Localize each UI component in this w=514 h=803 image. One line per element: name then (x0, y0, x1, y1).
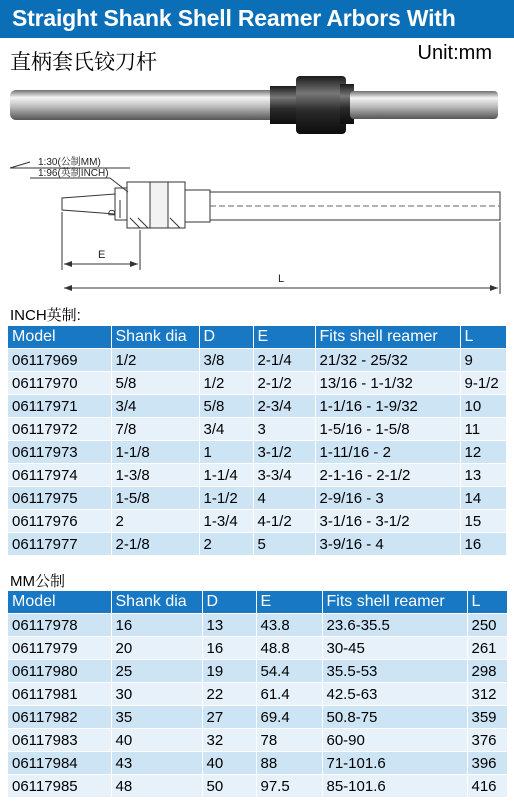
cell-model: 06117976 (8, 510, 111, 533)
table-row (8, 395, 506, 418)
cell-d: 50 (202, 775, 256, 798)
cell-e: 54.4 (256, 660, 322, 683)
cell-shank-dia: 1/2 (111, 349, 199, 372)
column-header-d: D (202, 591, 256, 614)
cell-l: 261 (467, 637, 507, 660)
table-row (8, 683, 507, 706)
cell-e: 2-1/2 (253, 372, 315, 395)
dimension-l-label: L (278, 273, 285, 285)
table-row (8, 418, 506, 441)
cell-model: 06117982 (8, 706, 111, 729)
cell-shank-dia: 2-1/8 (111, 533, 199, 556)
cell-fits-shell-reamer: 85-101.6 (322, 775, 467, 798)
cell-d: 1-3/4 (199, 510, 253, 533)
cell-d: 1-1/4 (199, 464, 253, 487)
cell-d: 16 (202, 637, 256, 660)
table-row (8, 349, 506, 372)
column-header-shank-dia: Shank dia (111, 591, 202, 614)
cell-shank-dia: 1-3/8 (111, 464, 199, 487)
title-bar (0, 0, 514, 38)
cell-shank-dia: 30 (111, 683, 202, 706)
cell-l: 250 (467, 614, 507, 637)
column-header-model: Model (8, 591, 111, 614)
table-row (8, 533, 506, 556)
column-header-fits-shell-reamer: Fits shell reamer (315, 326, 460, 349)
page-title: Straight Shank Shell Reamer Arbors With (12, 5, 456, 31)
cell-model: 06117972 (8, 418, 111, 441)
unit-label: Unit:mm (417, 42, 492, 64)
cell-e: 48.8 (256, 637, 322, 660)
cell-e: 3 (253, 418, 315, 441)
column-header-d: D (199, 326, 253, 349)
dimension-d-label: D (107, 209, 117, 216)
cell-model: 06117981 (8, 683, 111, 706)
table-header-row (8, 591, 507, 614)
cell-shank-dia: 1-5/8 (111, 487, 199, 510)
cell-d: 3/4 (199, 418, 253, 441)
cell-e: 88 (256, 752, 322, 775)
table-header-row (8, 326, 506, 349)
column-header-l: L (467, 591, 507, 614)
table-row (8, 637, 507, 660)
cell-l: 416 (467, 775, 507, 798)
cell-shank-dia: 3/4 (111, 395, 199, 418)
cell-model: 06117977 (8, 533, 111, 556)
mm-spec-table (8, 591, 508, 798)
cell-l: 9-1/2 (460, 372, 506, 395)
cell-fits-shell-reamer: 71-101.6 (322, 752, 467, 775)
cell-e: 69.4 (256, 706, 322, 729)
cell-fits-shell-reamer: 3-9/16 - 4 (315, 533, 460, 556)
cell-e: 2-3/4 (253, 395, 315, 418)
cell-fits-shell-reamer: 1-11/16 - 2 (315, 441, 460, 464)
table-row (8, 487, 506, 510)
table-row (8, 752, 507, 775)
cell-model: 06117970 (8, 372, 111, 395)
cell-d: 13 (202, 614, 256, 637)
cell-fits-shell-reamer: 2-1-16 - 2-1/2 (315, 464, 460, 487)
table-row (8, 614, 507, 637)
cell-shank-dia: 40 (111, 729, 202, 752)
cell-shank-dia: 20 (111, 637, 202, 660)
cell-model: 06117983 (8, 729, 111, 752)
cell-fits-shell-reamer: 2-9/16 - 3 (315, 487, 460, 510)
taper-metric-label: 1:30(公制MM) (38, 157, 101, 168)
cell-fits-shell-reamer: 60-90 (322, 729, 467, 752)
cell-shank-dia: 5/8 (111, 372, 199, 395)
table-row (8, 441, 506, 464)
column-header-model: Model (8, 326, 111, 349)
cell-d: 22 (202, 683, 256, 706)
cell-d: 1 (199, 441, 253, 464)
cell-model: 06117974 (8, 464, 111, 487)
technical-drawing (0, 140, 514, 300)
cell-model: 06117980 (8, 660, 111, 683)
column-header-l: L (460, 326, 506, 349)
cell-fits-shell-reamer: 13/16 - 1-1/32 (315, 372, 460, 395)
cell-e: 5 (253, 533, 315, 556)
cell-l: 13 (460, 464, 506, 487)
cell-d: 1/2 (199, 372, 253, 395)
cell-model: 06117969 (8, 349, 111, 372)
cell-d: 2 (199, 533, 253, 556)
cell-e: 43.8 (256, 614, 322, 637)
cell-l: 396 (467, 752, 507, 775)
cell-l: 9 (460, 349, 506, 372)
cell-model: 06117979 (8, 637, 111, 660)
cell-e: 3-3/4 (253, 464, 315, 487)
cell-e: 4 (253, 487, 315, 510)
cell-fits-shell-reamer: 3-1/16 - 3-1/2 (315, 510, 460, 533)
cell-shank-dia: 16 (111, 614, 202, 637)
cell-fits-shell-reamer: 1-5/16 - 1-5/8 (315, 418, 460, 441)
cell-l: 298 (467, 660, 507, 683)
cell-l: 376 (467, 729, 507, 752)
cell-e: 3-1/2 (253, 441, 315, 464)
cell-d: 40 (202, 752, 256, 775)
cell-l: 11 (460, 418, 506, 441)
cell-d: 32 (202, 729, 256, 752)
cell-model: 06117985 (8, 775, 111, 798)
column-header-shank-dia: Shank dia (111, 326, 199, 349)
table-row (8, 372, 506, 395)
table-row (8, 464, 506, 487)
cell-d: 27 (202, 706, 256, 729)
cell-d: 19 (202, 660, 256, 683)
table-row (8, 706, 507, 729)
cell-l: 16 (460, 533, 506, 556)
inch-section-label: INCH英制: (10, 307, 81, 324)
cell-l: 359 (467, 706, 507, 729)
cell-fits-shell-reamer: 30-45 (322, 637, 467, 660)
cell-fits-shell-reamer: 21/32 - 25/32 (315, 349, 460, 372)
cell-l: 312 (467, 683, 507, 706)
table-row (8, 510, 506, 533)
chinese-subtitle: 直柄套氏铰刀杆 (10, 50, 157, 74)
taper-inch-label: 1:96(英制INCH) (38, 168, 109, 179)
cell-shank-dia: 35 (111, 706, 202, 729)
cell-shank-dia: 7/8 (111, 418, 199, 441)
mm-section-label: MM公制 (10, 573, 65, 590)
table-row (8, 729, 507, 752)
cell-fits-shell-reamer: 35.5-53 (322, 660, 467, 683)
cell-d: 5/8 (199, 395, 253, 418)
inch-spec-table (8, 326, 507, 556)
table-row (8, 775, 507, 798)
cell-fits-shell-reamer: 50.8-75 (322, 706, 467, 729)
cell-l: 14 (460, 487, 506, 510)
cell-fits-shell-reamer: 42.5-63 (322, 683, 467, 706)
cell-e: 61.4 (256, 683, 322, 706)
cell-fits-shell-reamer: 1-1/16 - 1-9/32 (315, 395, 460, 418)
cell-e: 78 (256, 729, 322, 752)
cell-shank-dia: 43 (111, 752, 202, 775)
cell-l: 12 (460, 441, 506, 464)
cell-e: 4-1/2 (253, 510, 315, 533)
table-row (8, 660, 507, 683)
cell-e: 2-1/4 (253, 349, 315, 372)
cell-model: 06117973 (8, 441, 111, 464)
cell-model: 06117975 (8, 487, 111, 510)
cell-shank-dia: 48 (111, 775, 202, 798)
product-photo (0, 70, 514, 140)
cell-d: 3/8 (199, 349, 253, 372)
column-header-e: E (256, 591, 322, 614)
cell-fits-shell-reamer: 23.6-35.5 (322, 614, 467, 637)
cell-l: 15 (460, 510, 506, 533)
cell-shank-dia: 2 (111, 510, 199, 533)
column-header-fits-shell-reamer: Fits shell reamer (322, 591, 467, 614)
cell-e: 97.5 (256, 775, 322, 798)
column-header-e: E (253, 326, 315, 349)
cell-d: 1-1/2 (199, 487, 253, 510)
cell-shank-dia: 1-1/8 (111, 441, 199, 464)
dimension-e-label: E (98, 249, 106, 261)
cell-model: 06117971 (8, 395, 111, 418)
cell-model: 06117978 (8, 614, 111, 637)
cell-l: 10 (460, 395, 506, 418)
cell-shank-dia: 25 (111, 660, 202, 683)
cell-model: 06117984 (8, 752, 111, 775)
